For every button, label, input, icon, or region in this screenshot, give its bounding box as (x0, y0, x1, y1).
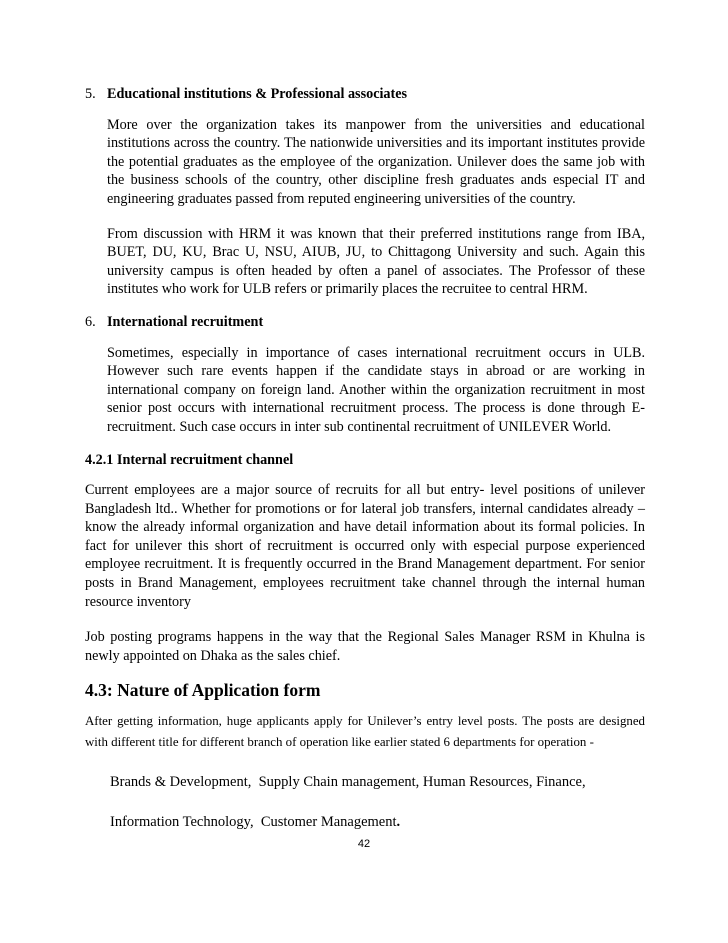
section-421-paragraph-1: Current employees are a major source of recruits for all but entry- level positions of unilever Bangladesh ltd.. Whether for promotions or for lateral job transfers, internal candidates already – know the already informal organization and have detail information about its formal policies. In fact for unilever this short of recruitment is occurred only with especial purpose experienced employee recruitment. It is frequently occurred in the Brand Management department. For senior posts in Brand Management, employees recruitment take channel through the internal human resource inventory (85, 482, 645, 610)
department-customer-management: Customer Management (260, 814, 397, 831)
section-421-paragraph-2: Job posting programs happens in the way that the Regional Sales Manager RSM in Khulna is newly appointed on Dhaka as the sales chief. (85, 629, 645, 664)
item-5-number: 5. (85, 86, 96, 102)
department-list-line-1: Brands & Development, Supply Chain management, Human Resources, Finance, (110, 774, 586, 791)
department-supply-chain: Supply Chain management (258, 774, 416, 791)
item-5-paragraph-1: More over the organization takes its manpower from the universities and educational institutions across the country. The nationwide universities and its important institutes provide the potential graduates as the employee of the organization. Unilever does the same job with the business schools of the country, other discipline fresh graduates ands especial IT and engineering graduates passed from reputed engineering universities of the country. (107, 116, 645, 207)
item-6-paragraph-1: Sometimes, especially in importance of cases international recruitment occurs in ULB. However such rare events happen if the candidate stays in abroad or are working in international company on foreign land. Another within the organization recruitment in most senior post occurs with international recruitment process. The process is done through E-recruitment. Such case occurs in inter sub continental recruitment of UNILEVER World. (107, 344, 645, 435)
section-43-heading: 4.3: Nature of Application form (85, 680, 321, 701)
department-brands: Brands & Development (110, 774, 248, 791)
item-6-heading (85, 313, 645, 332)
item-5-title: Educational institutions & Professional associates (107, 86, 408, 102)
department-human-resources: Human Resources (422, 774, 529, 791)
department-list-line-2: Information Technology, Customer Management. (110, 814, 401, 831)
page-content (85, 85, 645, 831)
page-number: 42 (357, 838, 371, 850)
section-421-heading: 4.2.1 Internal recruitment channel (85, 451, 294, 468)
department-finance: Finance (536, 774, 582, 791)
item-5-heading (85, 85, 645, 104)
item-6-title: International recruitment (107, 313, 264, 330)
section-43-paragraph: After getting information, huge applicants apply for Unilever’s entry level posts. The posts are designed with different title for different branch of operation like earlier stated 6 departments for operation - (85, 714, 645, 750)
department-it: Information Technology (110, 814, 250, 831)
item-6-number: 6. (85, 313, 96, 330)
item-5-paragraph-2: From discussion with HRM it was known that their preferred institutions range from IBA, BUET, DU, KU, Brac U, NSU, AIUB, JU, to Chittagong University and such. Again this university campus is often headed by often a panel of associates. The Professor of these institutes who work for ULB refers or primarily places the recruitee to central HRM. (107, 225, 645, 298)
